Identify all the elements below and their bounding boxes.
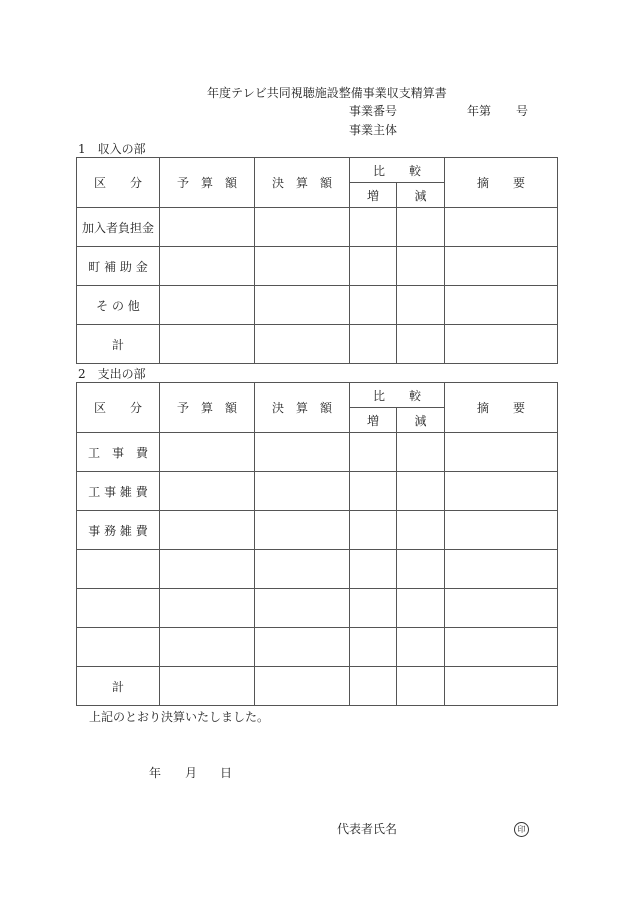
table-row — [77, 511, 558, 550]
expenditure-section-title: 2 支出の部 — [78, 367, 146, 381]
header-budget: 予 算 額 — [160, 158, 255, 208]
budget-cell[interactable] — [160, 286, 255, 325]
table-row — [77, 247, 558, 286]
document-title: 年度テレビ共同視聴施設整備事業収支精算書 — [207, 86, 447, 100]
date-day-label: 日 — [220, 766, 233, 780]
settlement-cell[interactable] — [255, 208, 350, 247]
row-label-blank[interactable] — [77, 628, 160, 667]
seal-mark: 印 — [514, 822, 529, 837]
decrease-cell[interactable] — [397, 628, 445, 667]
budget-cell[interactable] — [160, 511, 255, 550]
settlement-cell[interactable] — [255, 472, 350, 511]
row-label-total: 計 — [77, 667, 160, 706]
increase-cell[interactable] — [350, 550, 397, 589]
settlement-cell[interactable] — [255, 286, 350, 325]
header-increase: 増 — [350, 183, 397, 208]
budget-cell[interactable] — [160, 667, 255, 706]
remarks-cell[interactable] — [445, 589, 558, 628]
header-category: 区 分 — [77, 383, 160, 433]
decrease-cell[interactable] — [397, 247, 445, 286]
budget-cell[interactable] — [160, 550, 255, 589]
remarks-cell[interactable] — [445, 325, 558, 364]
row-label: 工 事 雑 費 — [77, 472, 160, 511]
increase-cell[interactable] — [350, 325, 397, 364]
header-comparison: 比 較 — [350, 383, 445, 408]
budget-cell[interactable] — [160, 433, 255, 472]
project-number-label: 事業番号 — [349, 104, 398, 118]
settlement-cell[interactable] — [255, 667, 350, 706]
number-suffix: 号 — [516, 104, 529, 118]
decrease-cell[interactable] — [397, 550, 445, 589]
table-row — [77, 589, 558, 628]
header-decrease: 減 — [397, 408, 445, 433]
row-label: 町 補 助 金 — [77, 247, 160, 286]
remarks-cell[interactable] — [445, 208, 558, 247]
settlement-cell[interactable] — [255, 325, 350, 364]
table-row — [77, 325, 558, 364]
remarks-cell[interactable] — [445, 511, 558, 550]
year-number-label: 年第 — [467, 104, 492, 118]
budget-cell[interactable] — [160, 589, 255, 628]
header-comparison: 比 較 — [350, 158, 445, 183]
table-row — [77, 208, 558, 247]
row-label-total: 計 — [77, 325, 160, 364]
representative-name-label: 代表者氏名 — [337, 822, 398, 836]
table-row — [77, 550, 558, 589]
expenditure-table — [76, 382, 558, 706]
table-row — [77, 472, 558, 511]
header-category: 区 分 — [77, 158, 160, 208]
row-label: そ の 他 — [77, 286, 160, 325]
income-table — [76, 157, 558, 364]
date-month-label: 月 — [185, 766, 198, 780]
budget-cell[interactable] — [160, 472, 255, 511]
remarks-cell[interactable] — [445, 472, 558, 511]
header-remarks: 摘 要 — [445, 383, 558, 433]
decrease-cell[interactable] — [397, 208, 445, 247]
remarks-cell[interactable] — [445, 628, 558, 667]
budget-cell[interactable] — [160, 325, 255, 364]
settlement-cell[interactable] — [255, 433, 350, 472]
settlement-cell[interactable] — [255, 589, 350, 628]
header-increase: 増 — [350, 408, 397, 433]
table-row — [77, 433, 558, 472]
settlement-cell[interactable] — [255, 511, 350, 550]
date-year-label: 年 — [149, 766, 162, 780]
header-budget: 予 算 額 — [160, 383, 255, 433]
row-label: 工 事 費 — [77, 433, 160, 472]
increase-cell[interactable] — [350, 472, 397, 511]
remarks-cell[interactable] — [445, 550, 558, 589]
increase-cell[interactable] — [350, 589, 397, 628]
settlement-cell[interactable] — [255, 628, 350, 667]
table-row — [77, 667, 558, 706]
decrease-cell[interactable] — [397, 433, 445, 472]
row-label: 加入者負担金 — [77, 208, 160, 247]
budget-cell[interactable] — [160, 628, 255, 667]
decrease-cell[interactable] — [397, 472, 445, 511]
remarks-cell[interactable] — [445, 286, 558, 325]
decrease-cell[interactable] — [397, 286, 445, 325]
settlement-cell[interactable] — [255, 550, 350, 589]
decrease-cell[interactable] — [397, 325, 445, 364]
increase-cell[interactable] — [350, 628, 397, 667]
header-remarks: 摘 要 — [445, 158, 558, 208]
table-row — [77, 628, 558, 667]
header-settlement: 決 算 額 — [255, 158, 350, 208]
remarks-cell[interactable] — [445, 247, 558, 286]
increase-cell[interactable] — [350, 286, 397, 325]
budget-cell[interactable] — [160, 247, 255, 286]
settlement-cell[interactable] — [255, 247, 350, 286]
increase-cell[interactable] — [350, 208, 397, 247]
increase-cell[interactable] — [350, 667, 397, 706]
header-decrease: 減 — [397, 183, 445, 208]
settlement-statement: 上記のとおり決算いたしました。 — [89, 710, 270, 724]
row-label: 事 務 雑 費 — [77, 511, 160, 550]
remarks-cell[interactable] — [445, 433, 558, 472]
decrease-cell[interactable] — [397, 511, 445, 550]
increase-cell[interactable] — [350, 511, 397, 550]
budget-cell[interactable] — [160, 208, 255, 247]
table-row — [77, 286, 558, 325]
income-section-title: 1 収入の部 — [78, 142, 146, 156]
increase-cell[interactable] — [350, 433, 397, 472]
row-label-blank[interactable] — [77, 550, 160, 589]
row-label-blank[interactable] — [77, 589, 160, 628]
increase-cell[interactable] — [350, 247, 397, 286]
remarks-cell[interactable] — [445, 667, 558, 706]
decrease-cell[interactable] — [397, 667, 445, 706]
project-entity-label: 事業主体 — [349, 123, 398, 137]
decrease-cell[interactable] — [397, 589, 445, 628]
header-settlement: 決 算 額 — [255, 383, 350, 433]
